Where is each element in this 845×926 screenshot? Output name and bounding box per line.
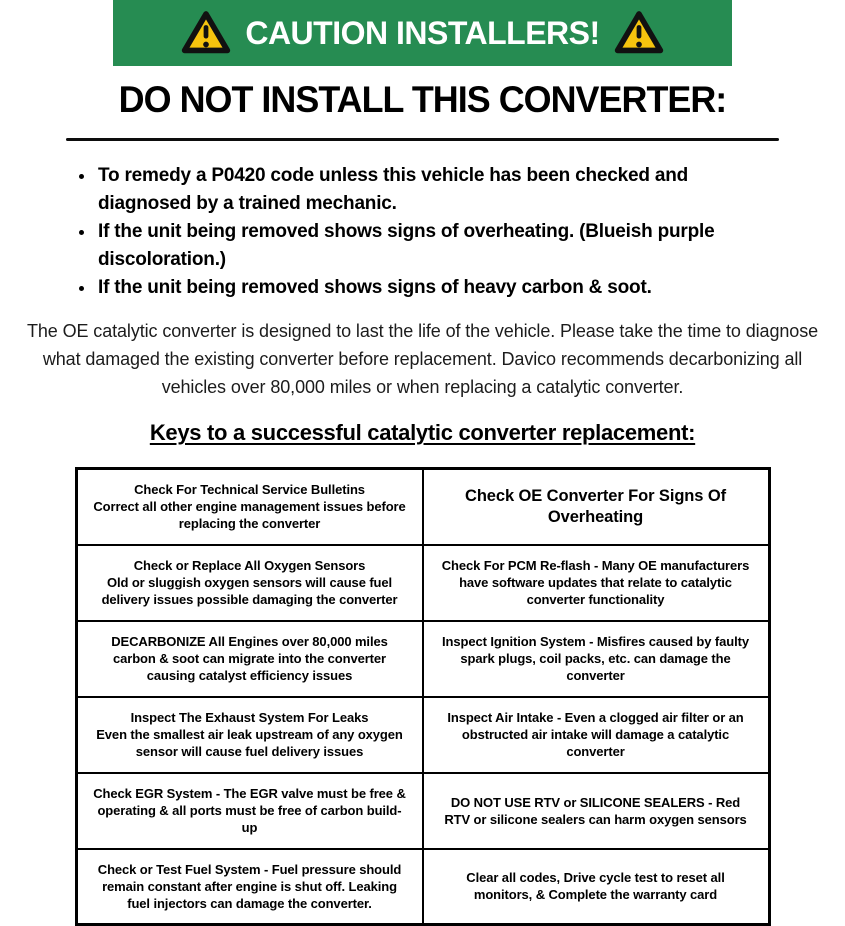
table-row [76,469,769,545]
tip-text: DECARBONIZE All Engines over 80,000 miles carbon & soot can migrate into the converter causing catalyst efficiency issues [111,634,388,683]
tip-cell [76,469,423,545]
caution-banner [113,0,732,66]
warnings-list [96,162,786,302]
tip-text: Inspect Ignition System - Misfires caused by faulty spark plugs, coil packs, etc. can damage the converter [442,634,749,683]
tip-cell [423,849,770,925]
table-row [76,545,769,621]
tip-text: Correct all other engine management issues before replacing the converter [93,499,406,532]
table-row [76,849,769,925]
tip-text: Check EGR System - The EGR valve must be free & operating & all ports must be free of carbon build-up [93,786,406,835]
warning-item: • If the unit being removed shows signs of overheating. (Blueish purple discoloration.) [96,218,786,274]
tip-title: Check or Replace All Oxygen Sensors [133,558,366,573]
tip-cell [423,773,770,849]
tips-table [75,467,771,926]
tip-title: Check For Technical Service Bulletins [134,482,365,498]
tip-cell [423,545,770,621]
tip-text: Inspect Air Intake - Even a clogged air filter or an obstructed air intake will damage a catalytic converter [447,710,744,759]
tip-cell [76,849,423,925]
tip-text: Check For PCM Re-flash - Many OE manufacturers have software updates that relate to catalytic converter functionality [441,558,750,607]
tip-text: Check or Test Fuel System - Fuel pressure should remain constant after engine is shut off. Leaking fuel injectors can damage the converter. [97,861,402,911]
tip-text: Clear all codes, Drive cycle test to reset all monitors, & Complete the warranty card [466,870,725,903]
tip-text: Check OE Converter For Signs Of Overheating [465,486,726,526]
tip-cell [423,621,770,697]
tip-cell [423,697,770,773]
tip-cell [76,697,423,773]
tip-cell [76,773,423,849]
keys-heading: Keys to a successful catalytic converter replacement: [149,420,696,445]
table-row [76,697,769,773]
warning-triangle-icon [613,10,665,56]
warning-item: • To remedy a P0420 code unless this vehicle has been checked and diagnosed by a trained mechanic. [96,162,786,218]
tip-cell [423,469,770,545]
tip-cell [76,545,423,621]
tip-text: Old or sluggish oxygen sensors will cause fuel delivery issues possible damaging the converter [101,575,398,607]
table-row [76,621,769,697]
table-row [76,773,769,849]
advisory-paragraph: The OE catalytic converter is designed to last the life of the vehicle. Please take the time to diagnose what damaged the existing converter before replacement. Davico recommends decarbonizing all vehicles over 80,000 miles or when replacing a catalytic converter. [26,321,819,397]
page-title: DO NOT INSTALL THIS CONVERTER: [118,79,727,120]
warning-item: • If the unit being removed shows signs of heavy carbon & soot. [96,274,786,302]
tip-title: Inspect The Exhaust System For Leaks [130,710,369,725]
banner-title: CAUTION INSTALLERS! [245,14,600,51]
divider-line [66,138,779,141]
tip-text: DO NOT USE RTV or SILICONE SEALERS - Red RTV or silicone sealers can harm oxygen sensors [444,794,747,827]
warning-triangle-icon [180,10,232,56]
tip-cell [76,621,423,697]
tip-text: Even the smallest air leak upstream of any oxygen sensor will cause fuel delivery issues [96,727,403,759]
